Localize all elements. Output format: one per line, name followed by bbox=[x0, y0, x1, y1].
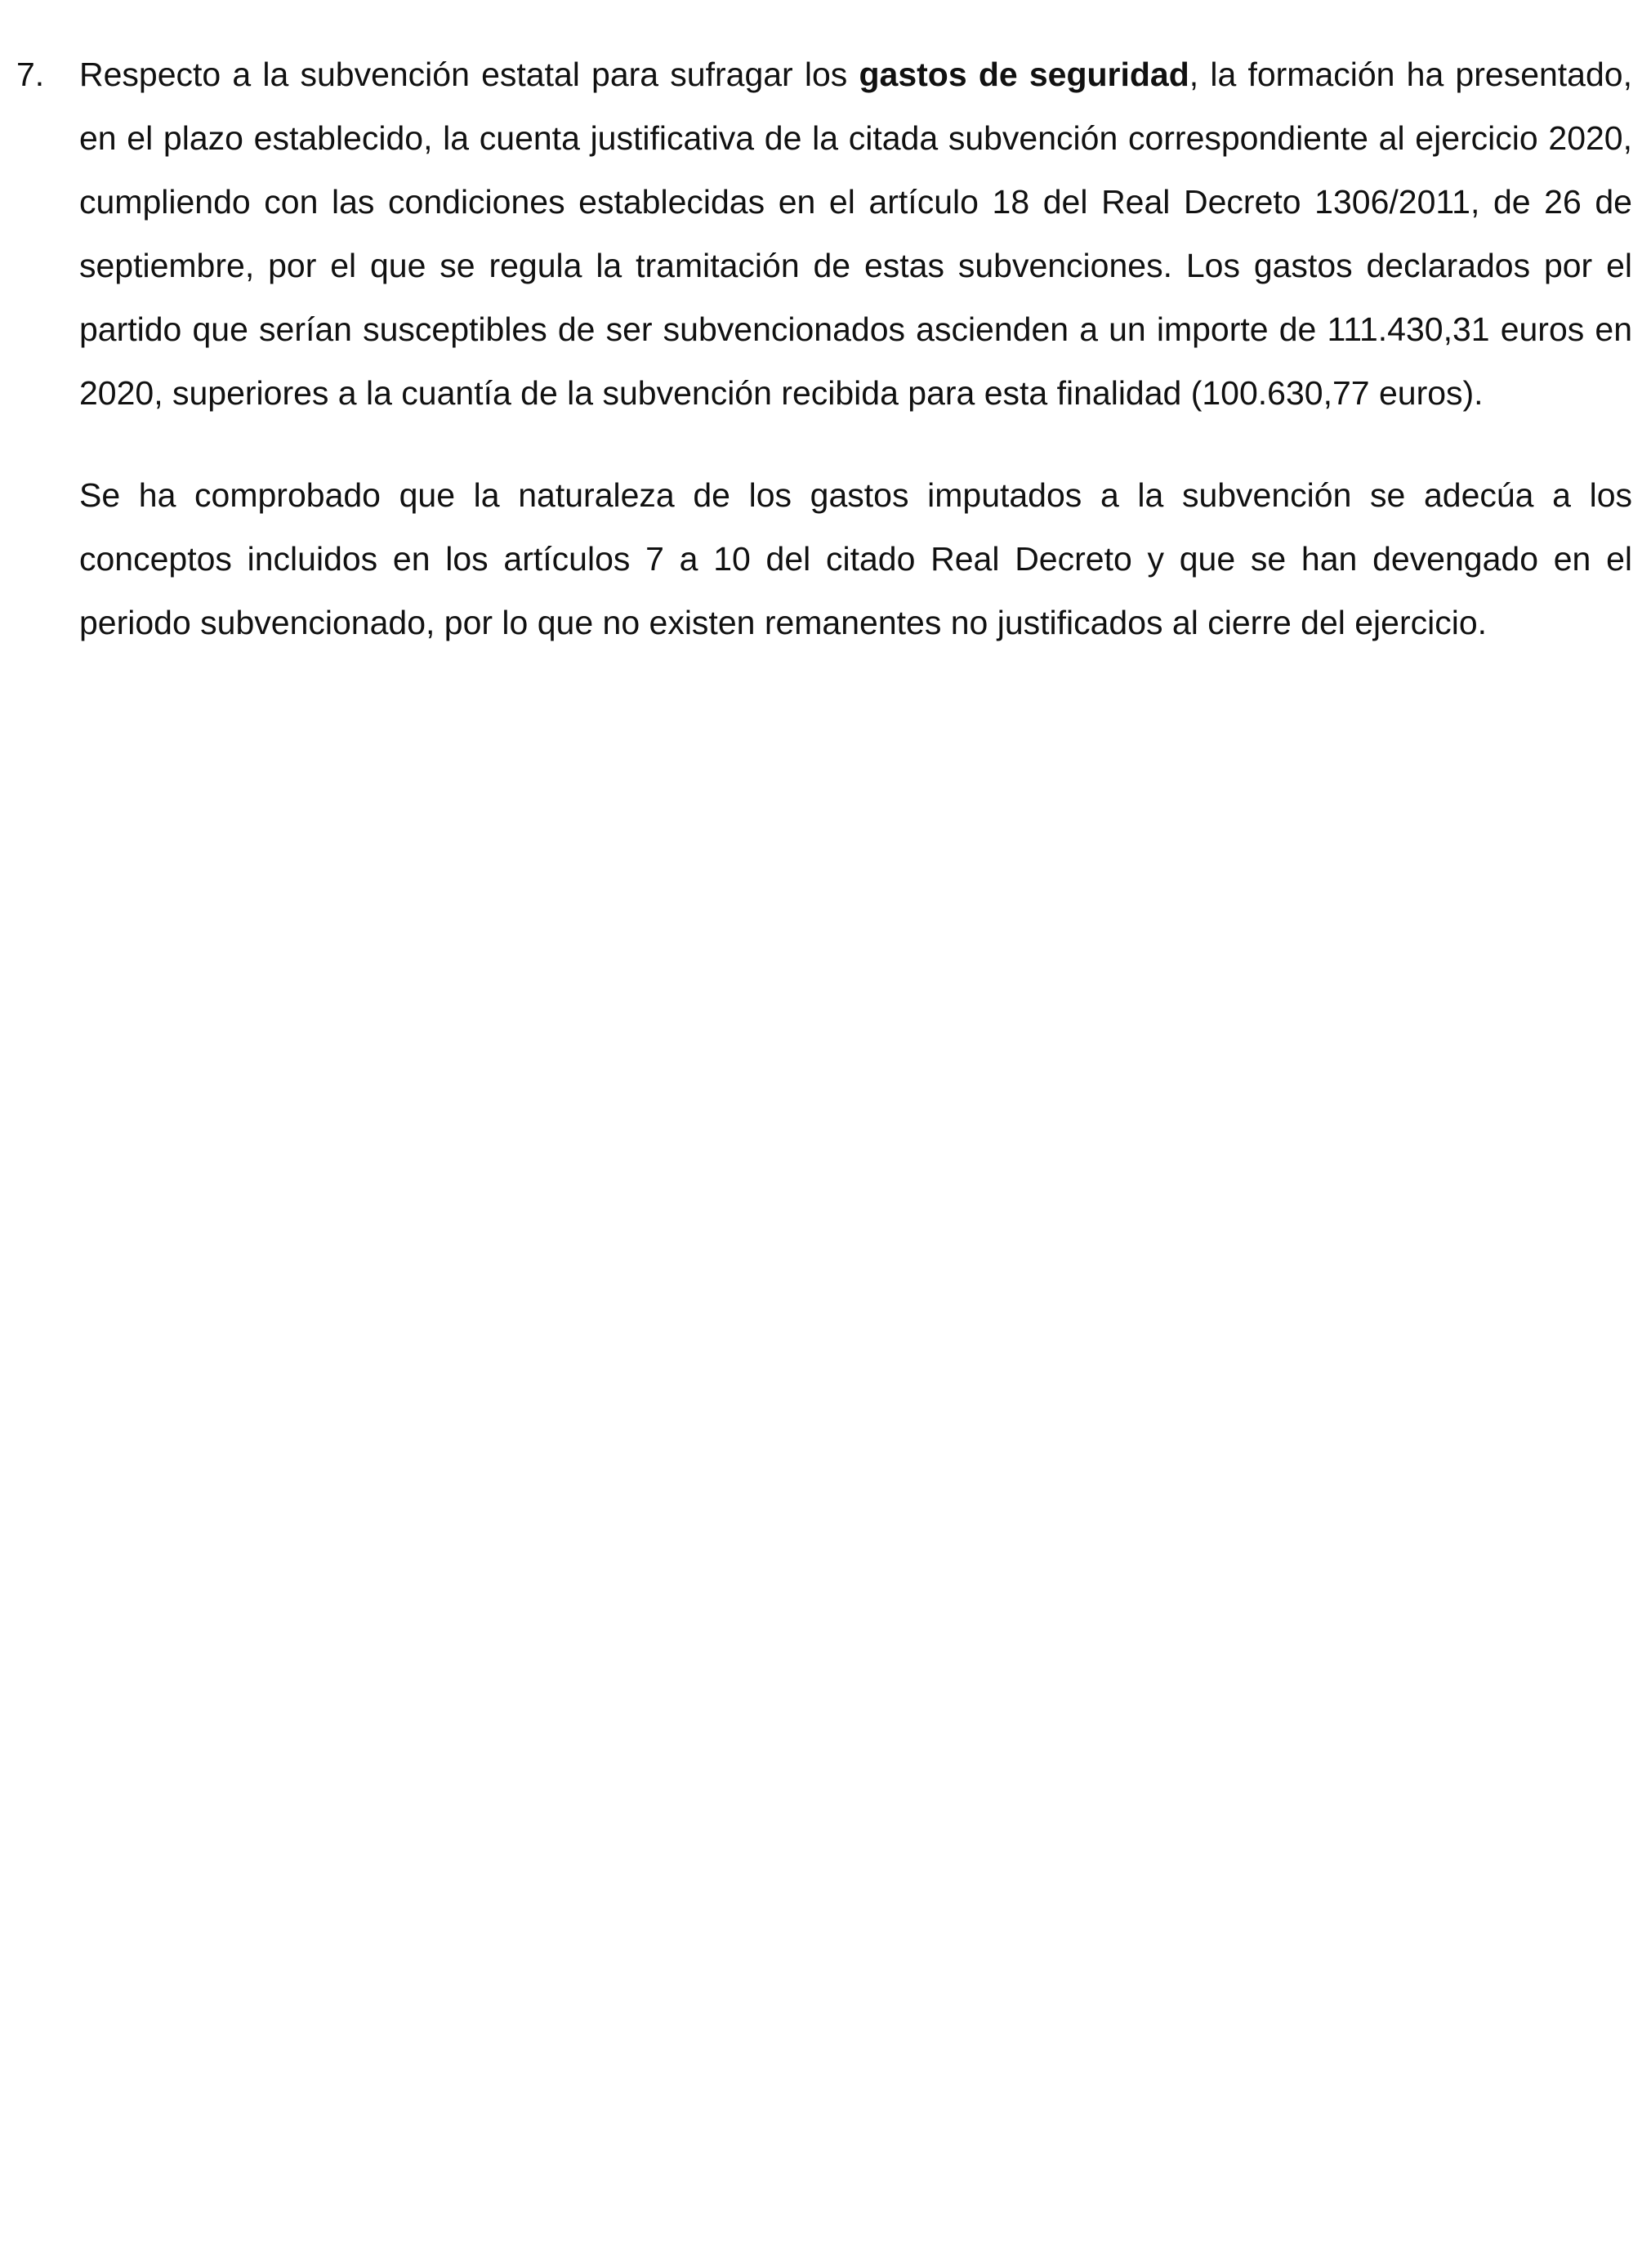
item-number: 7. bbox=[16, 56, 45, 93]
paragraph-text-end: , la formación ha presentado, en el plazo establecido, la cuenta justificativa de la citada subvención correspondiente al ejercicio 2020, cumpliendo con las condiciones establecidas en el artículo 18 del Real Decreto 1306/2011, de 26 de septiembre, por el que se regula la tramitación de estas subvenciones. Los gastos declarados por el partido que serían susceptibles de ser subvencionados ascienden a un importe de 111.430,31 euros en 2020, superiores a la cuantía de la subvención recibida para esta finalidad (100.630,77 euros). bbox=[79, 56, 1632, 412]
paragraph-text-start: Respecto a la subvención estatal para sufragar los bbox=[79, 56, 859, 93]
item-body bbox=[79, 42, 1632, 654]
paragraph-verification: Se ha comprobado que la naturaleza de los gastos imputados a la subvención se adecúa a los conceptos incluidos en los artículos 7 a 10 del citado Real Decreto y que se han devengado en el periodo subvencionado, por lo que no existen remanentes no justificados al cierre del ejercicio. bbox=[79, 476, 1632, 641]
bold-term: gastos de seguridad bbox=[859, 56, 1189, 93]
numbered-item bbox=[16, 42, 1632, 654]
paragraph-security-expenses bbox=[79, 42, 1632, 425]
